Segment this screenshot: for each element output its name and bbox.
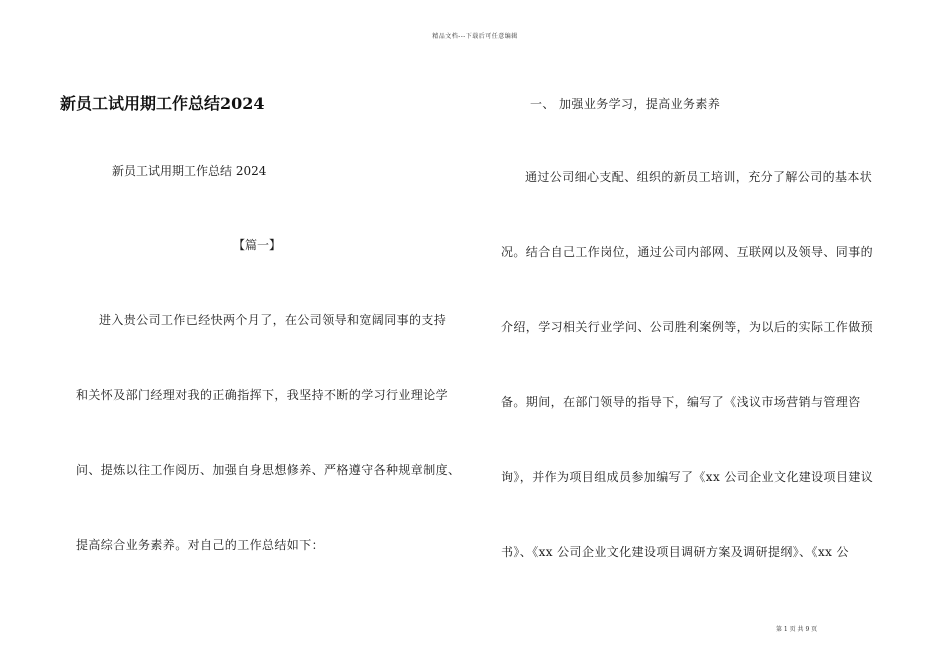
right-paragraph-line: 备。期间，在部门领导的指导下，编写了《浅议市场营销与管理咨 xyxy=(501,395,861,409)
right-paragraph-line: 介绍，学习相关行业学问、公司胜利案例等，为以后的实际工作做预 xyxy=(501,320,874,334)
left-paragraph-line: 提高综合业务素养。对自己的工作总结如下： xyxy=(76,538,325,552)
right-paragraph-line: 书》、《xx 公司企业文化建设项目调研方案及调研提纲》、《xx 公 xyxy=(501,545,849,559)
right-paragraph-line: 询》，并作为项目组成员参加编写了《xx 公司企业文化建设项目建议 xyxy=(501,470,874,484)
right-paragraph-line: 况。结合自己工作岗位，通过公司内部网、互联网以及领导、同事的 xyxy=(501,245,874,259)
right-section-heading: 一、 加强业务学习，提高业务素养 xyxy=(530,97,721,111)
page-number: 第 1 页 共 9 页 xyxy=(776,626,818,633)
left-paragraph-line: 和关怀及部门经理对我的正确指挥下，我坚持不断的学习行业理论学 xyxy=(76,388,449,402)
right-paragraph-line: 通过公司细心支配、组织的新员工培训，充分了解公司的基本状 xyxy=(525,170,873,184)
document-title: 新员工试用期工作总结2024 xyxy=(60,94,265,113)
document-subtitle: 新员工试用期工作总结 2024 xyxy=(112,164,267,178)
left-paragraph-line: 问、提炼以往工作阅历、加强自身思想修养、严格遵守各种规章制度、 xyxy=(76,463,461,477)
header-note: 精品文档---下载后可任意编辑 xyxy=(432,33,518,40)
left-paragraph-line: 进入贵公司工作已经快两个月了，在公司领导和宽阔同事的支持 xyxy=(99,313,447,327)
section-tag: 【篇一】 xyxy=(233,238,282,252)
